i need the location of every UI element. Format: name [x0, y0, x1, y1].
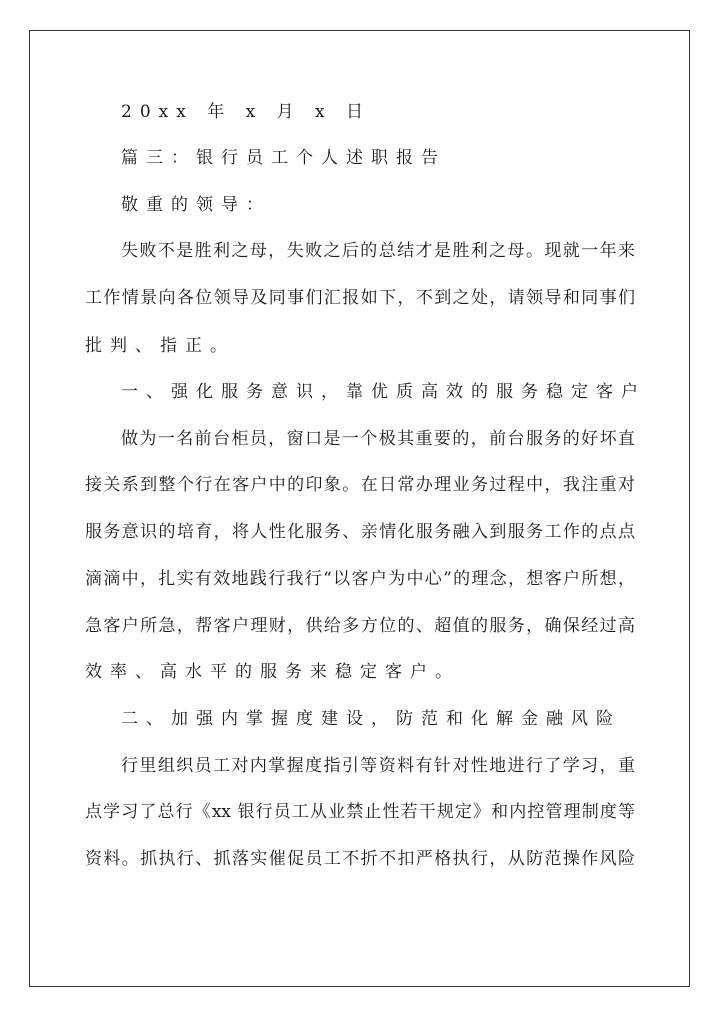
body-line: 急客户所急，帮客户理财，供给多方位的、超值的服务，确保经过高 — [85, 616, 635, 636]
body-line: 资料。抓执行、抓落实催促员工不折不扣严格执行，从防范操作风险 — [85, 849, 635, 869]
body-line: 行里组织员工对内掌握度指引等资料有针对性地进行了学习，重 — [121, 756, 635, 776]
body-line: 工作情景向各位领导及同事们汇报如下，不到之处，请领导和同事们 — [85, 288, 635, 308]
section-heading-2: 二、加强内掌握度建设，防范和化解金融风险 — [121, 709, 621, 729]
date-line: 20xx 年 x 月 x 日 — [121, 102, 372, 122]
body-line: 滴滴中，扎实有效地践行我行“以客户为中心”的理念，想客户所想， — [85, 569, 635, 589]
salutation: 敬重的领导： — [121, 195, 271, 215]
body-line: 接关系到整个行在客户中的印象。在日常办理业务过程中，我注重对 — [85, 475, 635, 495]
body-line: 效率、高水平的服务来稳定客户。 — [85, 662, 460, 682]
body-line: 做为一名前台柜员，窗口是一个极其重要的，前台服务的好坏直 — [121, 429, 635, 449]
body-line: 服务意识的培育，将人性化服务、亲情化服务融入到服务工作的点点 — [85, 522, 635, 542]
section-heading-1: 一、强化服务意识，靠优质高效的服务稳定客户 — [121, 382, 646, 402]
body-line: 批判、指正。 — [85, 336, 235, 356]
document-title: 篇三：银行员工个人述职报告 — [121, 148, 446, 168]
body-line: 失败不是胜利之母，失败之后的总结才是胜利之母。现就一年来 — [121, 241, 635, 261]
body-line: 点学习了总行《xx 银行员工从业禁止性若干规定》和内控管理制度等 — [85, 802, 635, 822]
page-border — [29, 30, 690, 987]
